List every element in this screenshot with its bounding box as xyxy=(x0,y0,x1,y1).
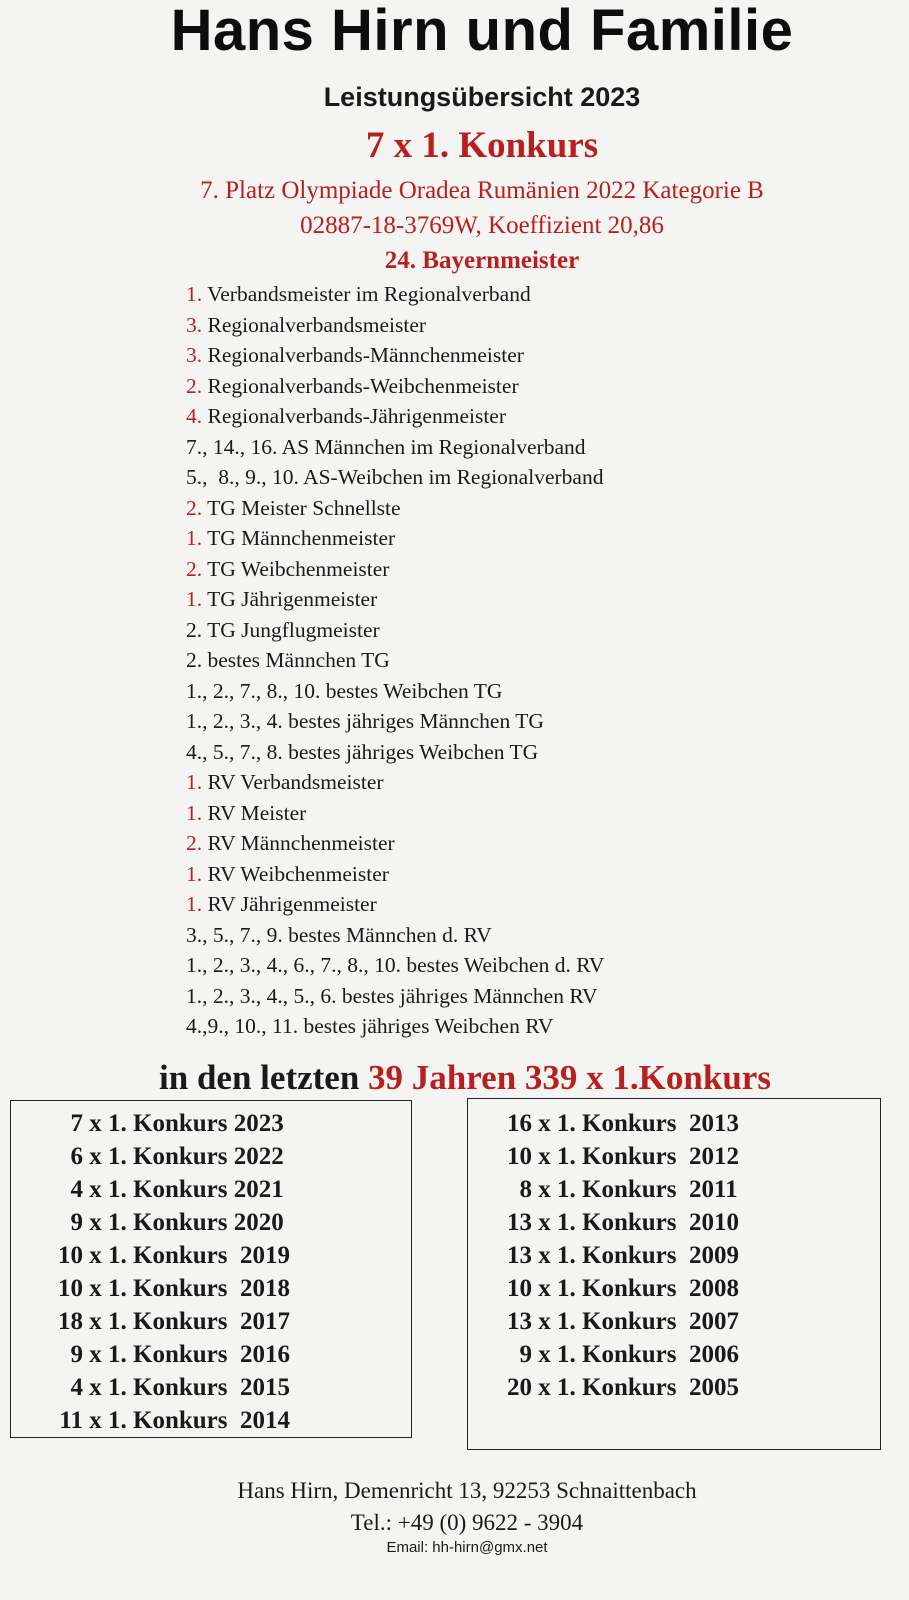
year-count: 4 xyxy=(70,1176,83,1203)
year-row xyxy=(17,1404,290,1437)
year-label: x 1. Konkurs 2014 xyxy=(83,1407,290,1434)
achievement-text: AS-Weibchen im Regionalverband xyxy=(298,465,604,489)
page-title: Hans Hirn und Familie xyxy=(170,0,794,63)
achievement-item xyxy=(186,279,826,310)
achievement-item xyxy=(186,401,826,432)
achievement-text: RV Männchenmeister xyxy=(202,831,395,855)
year-label: x 1. Konkurs 2015 xyxy=(83,1374,290,1401)
year-row xyxy=(486,1338,739,1371)
year-label: x 1. Konkurs 2020 xyxy=(83,1209,284,1236)
achievement-item xyxy=(186,767,826,798)
year-count: 4 xyxy=(70,1374,83,1401)
achievement-item xyxy=(186,889,826,920)
year-label: x 1. Konkurs 2022 xyxy=(83,1143,284,1170)
achievement-place: 2. xyxy=(186,556,203,581)
year-row xyxy=(17,1206,290,1239)
achievement-text: Regionalverbands-Weibchenmeister xyxy=(202,373,519,398)
achievement-item xyxy=(186,706,826,737)
year-label: x 1. Konkurs 2023 xyxy=(83,1110,284,1137)
year-count: 13 xyxy=(507,1308,532,1335)
year-label: x 1. Konkurs 2018 xyxy=(83,1275,290,1302)
year-row xyxy=(17,1305,290,1338)
achievement-place: 2. xyxy=(186,648,203,672)
achievement-place: 2. xyxy=(186,495,203,520)
year-count: 20 xyxy=(507,1374,532,1401)
achievement-place: 3., 5., 7., 9. xyxy=(186,922,283,947)
year-count: 13 xyxy=(507,1209,532,1236)
footer-phone: Tel.: +49 (0) 9622 - 3904 xyxy=(350,1510,584,1535)
year-row xyxy=(17,1371,290,1404)
achievement-text: AS Männchen im Regionalverband xyxy=(277,434,586,459)
achievement-text: TG Männchenmeister xyxy=(202,526,396,550)
achievement-place: 1. xyxy=(186,800,203,825)
year-count: 13 xyxy=(507,1242,532,1269)
ring-number-line: 02887-18-3769W, Koeffizient 20,86 xyxy=(300,212,664,239)
year-count: 16 xyxy=(507,1110,532,1137)
achievement-place: 2. xyxy=(186,373,203,398)
achievement-list xyxy=(186,279,826,1042)
summary-highlight: 39 Jahren 339 x 1.Konkurs xyxy=(368,1058,771,1097)
achievement-item xyxy=(186,310,826,341)
highlight-konkurs: 7 x 1. Konkurs xyxy=(365,125,599,166)
achievement-place: 1. xyxy=(186,861,203,886)
achievement-place: 3. xyxy=(186,312,203,337)
year-label: x 1. Konkurs 2012 xyxy=(532,1143,739,1170)
achievement-item xyxy=(186,737,826,768)
achievement-item xyxy=(186,1011,826,1042)
achievement-text: TG Jungflugmeister xyxy=(202,617,380,642)
year-label: x 1. Konkurs 2006 xyxy=(532,1341,739,1368)
year-row xyxy=(17,1173,290,1206)
year-row xyxy=(17,1272,290,1305)
year-row xyxy=(486,1305,739,1338)
year-count: 10 xyxy=(507,1143,532,1170)
year-count: 9 xyxy=(70,1209,83,1236)
year-row xyxy=(486,1239,739,1272)
achievement-place: 3. xyxy=(186,343,203,367)
year-label: x 1. Konkurs 2021 xyxy=(83,1176,284,1203)
year-count: 8 xyxy=(519,1176,532,1203)
achievement-item xyxy=(186,523,826,554)
year-row xyxy=(486,1206,739,1239)
achievement-item xyxy=(186,493,826,524)
year-label: x 1. Konkurs 2005 xyxy=(532,1374,739,1401)
achievement-text: Regionalverbands-Männchenmeister xyxy=(202,343,524,367)
achievement-place: 2. xyxy=(186,831,203,855)
years-box-left xyxy=(10,1100,412,1438)
achievement-item xyxy=(186,676,826,707)
achievement-item xyxy=(186,859,826,890)
achievement-text: bestes Weibchen TG xyxy=(320,678,503,703)
years-list-left xyxy=(17,1107,290,1437)
year-count: 7 xyxy=(70,1110,83,1137)
achievement-text: RV Meister xyxy=(202,800,307,825)
achievement-text: TG Weibchenmeister xyxy=(202,556,390,581)
achievement-text: bestes jähriges Weibchen TG xyxy=(282,739,539,764)
achievement-place: 1. xyxy=(186,892,203,916)
achievement-text: Verbandsmeister im Regionalverband xyxy=(202,282,531,306)
year-label: x 1. Konkurs 2013 xyxy=(532,1110,739,1137)
achievement-text: TG Meister Schnellste xyxy=(202,495,401,520)
achievement-place: 7., 14., 16. xyxy=(186,434,278,459)
page-subtitle: Leistungsübersicht 2023 xyxy=(323,82,641,112)
year-row xyxy=(486,1272,739,1305)
footer-email: Email: hh-hirn@gmx.net xyxy=(386,1539,548,1556)
year-label: x 1. Konkurs 2016 xyxy=(83,1341,290,1368)
year-row xyxy=(17,1239,290,1272)
achievement-place: 1., 2., 7., 8., 10. xyxy=(186,678,321,703)
achievement-item xyxy=(186,462,826,493)
year-row xyxy=(17,1140,290,1173)
summary-prefix: in den letzten xyxy=(159,1058,369,1097)
achievement-place: 1., 2., 3., 4., 5., 6. xyxy=(186,983,337,1008)
year-count: 9 xyxy=(70,1341,83,1368)
achievement-text: TG Jährigenmeister xyxy=(202,587,378,611)
year-count: 11 xyxy=(59,1407,83,1434)
achievement-place: 1. xyxy=(186,770,203,794)
achievement-text: bestes Weibchen d. RV xyxy=(401,953,605,977)
achievement-item xyxy=(186,920,826,951)
achievement-text: bestes Männchen d. RV xyxy=(282,922,492,947)
achievement-text: bestes jähriges Männchen RV xyxy=(336,983,598,1008)
bayernmeister-line: 24. Bayernmeister xyxy=(384,247,580,274)
achievement-place: 1. xyxy=(186,526,203,550)
year-row xyxy=(486,1173,739,1206)
year-row xyxy=(486,1140,739,1173)
achievement-place: 4. xyxy=(186,404,203,428)
achievement-text: bestes Männchen TG xyxy=(202,648,390,672)
year-label: x 1. Konkurs 2010 xyxy=(532,1209,739,1236)
achievement-place: 4., 5., 7., 8. xyxy=(186,739,283,764)
years-box-right xyxy=(467,1098,881,1450)
achievement-place: 5., 8., 9., 10. xyxy=(186,465,299,489)
achievement-place: 1. xyxy=(186,282,203,306)
year-count: 6 xyxy=(70,1143,83,1170)
year-row xyxy=(486,1107,739,1140)
olympiade-line: 7. Platz Olympiade Oradea Rumänien 2022 Kategorie B xyxy=(200,177,764,204)
year-label: x 1. Konkurs 2011 xyxy=(532,1176,738,1203)
achievement-place: 1. xyxy=(186,587,203,611)
achievement-place: 2. xyxy=(186,617,203,642)
achievement-text: RV Jährigenmeister xyxy=(202,892,377,916)
year-count: 10 xyxy=(58,1242,83,1269)
year-row xyxy=(17,1107,290,1140)
year-count: 18 xyxy=(58,1308,83,1335)
achievement-item xyxy=(186,798,826,829)
year-label: x 1. Konkurs 2017 xyxy=(83,1308,290,1335)
achievement-text: RV Verbandsmeister xyxy=(202,770,384,794)
summary-line xyxy=(50,1056,880,1100)
years-list-right xyxy=(486,1107,739,1404)
achievement-text: RV Weibchenmeister xyxy=(202,861,389,886)
achievement-text: bestes jähriges Männchen TG xyxy=(282,709,544,733)
achievement-item xyxy=(186,340,826,371)
footer-address: Hans Hirn, Demenricht 13, 92253 Schnaittenbach xyxy=(237,1478,697,1503)
achievement-text: bestes jähriges Weibchen RV xyxy=(298,1014,554,1038)
achievement-item xyxy=(186,828,826,859)
achievement-item xyxy=(186,981,826,1012)
achievement-item xyxy=(186,371,826,402)
achievement-item xyxy=(186,432,826,463)
year-row xyxy=(17,1338,290,1371)
achievement-place: 1., 2., 3., 4. xyxy=(186,709,283,733)
achievement-place: 1., 2., 3., 4., 6., 7., 8., 10. xyxy=(186,953,401,977)
year-count: 10 xyxy=(507,1275,532,1302)
year-label: x 1. Konkurs 2019 xyxy=(83,1242,290,1269)
year-label: x 1. Konkurs 2009 xyxy=(532,1242,739,1269)
year-row xyxy=(486,1371,739,1404)
achievement-item xyxy=(186,554,826,585)
year-label: x 1. Konkurs 2007 xyxy=(532,1308,739,1335)
year-count: 10 xyxy=(58,1275,83,1302)
achievement-place: 4.,9., 10., 11. xyxy=(186,1014,299,1038)
year-count: 9 xyxy=(519,1341,532,1368)
achievement-item xyxy=(186,645,826,676)
year-label: x 1. Konkurs 2008 xyxy=(532,1275,739,1302)
achievement-item xyxy=(186,950,826,981)
achievement-text: Regionalverbandsmeister xyxy=(202,312,427,337)
achievement-item xyxy=(186,584,826,615)
achievement-text: Regionalverbands-Jährigenmeister xyxy=(202,404,507,428)
achievement-item xyxy=(186,615,826,646)
